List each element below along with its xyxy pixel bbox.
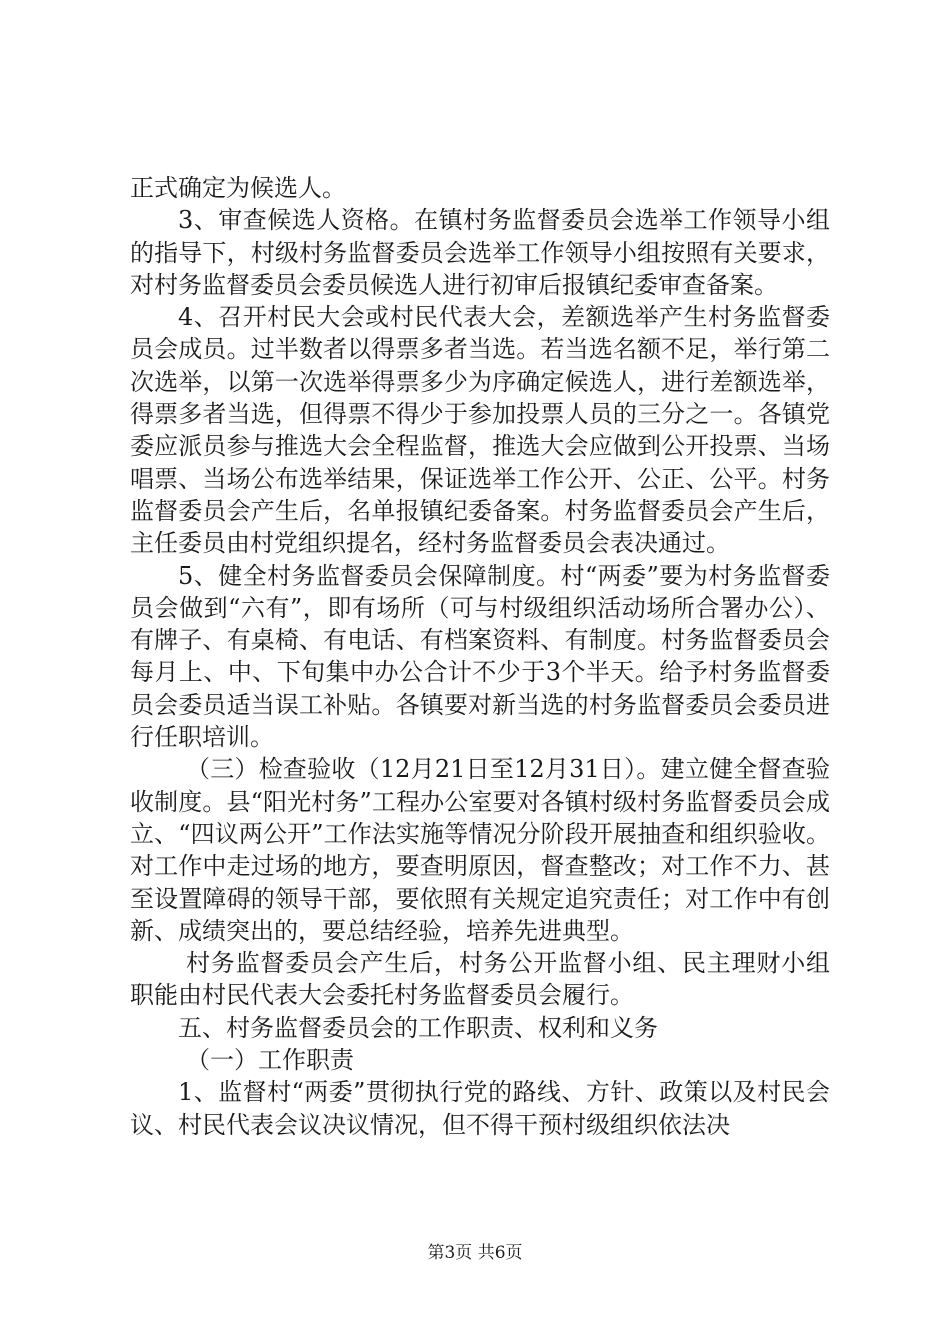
document-body xyxy=(130,172,830,1141)
paragraph-duty-1: 1、监督村“两委”贯彻执行党的路线、方针、政策以及村民会议、村民代表会议决议情况，但不得干预村级组织依法决 xyxy=(130,1078,830,1139)
paragraph-inspection: （三）检查验收（12月21日至12月31日）。建立健全督查验收制度。县“阳光村务”工程办公室要对各镇村级村务监督委员会成立、“四议两公开”工作法实施等情况分阶段开展抽查和组织验收。对工作中走过场的地方，要查明原因，督查整改；对工作不力、甚至设置障碍的领导干部，要依照有关规定追究责任；对工作中有创新、成绩突出的，要总结经验，培养先进典型。 xyxy=(130,755,830,945)
subsection-heading-1: （一）工作职责 xyxy=(186,1046,354,1075)
paragraph-item-4: 4、召开村民大会或村民代表大会，差额选举产生村务监督委员会成员。过半数者以得票多者当选。若当选名额不足，举行第二次选举，以第一次选举得票多少为序确定候选人，进行差额选举，得票多者当选，但得票不得少于参加投票人员的三分之一。各镇党委应派员参与推选大会全程监督，推选大会应做到公开投票、当场唱票、当场公布选举结果，保证选举工作公开、公正、公平。村务监督委员会产生后，名单报镇纪委备案。村务监督委员会产生后，主任委员由村党组织提名，经村务监督委员会表决通过。 xyxy=(130,303,830,558)
paragraph-continuation: 正式确定为候选人。 xyxy=(130,174,346,202)
paragraph-item-3: 3、审查候选人资格。在镇村务监督委员会选举工作领导小组的指导下，村级村务监督委员会选举工作领导小组按照有关要求，对村务监督委员会委员候选人进行初审后报镇纪委审查备案。 xyxy=(130,206,830,299)
paragraph-committee-note: 村务监督委员会产生后，村务公开监督小组、民主理财小组职能由村民代表大会委托村务监督委员会履行。 xyxy=(130,949,830,1010)
section-heading-5: 五、村务监督委员会的工作职责、权利和义务 xyxy=(178,1013,658,1042)
page-footer: 第3页 共6页 xyxy=(427,1243,523,1263)
paragraph-item-5: 5、健全村务监督委员会保障制度。村“两委”要为村务监督委员会做到“六有”，即有场所（可与村级组织活动场所合署办公）、有牌子、有桌椅、有电话、有档案资料、有制度。村务监督委员会每月上、中、下旬集中办公合计不少于3个半天。给予村务监督委员会委员适当误工补贴。各镇要对新当选的村务监督委员会委员进行任职培训。 xyxy=(130,561,830,752)
